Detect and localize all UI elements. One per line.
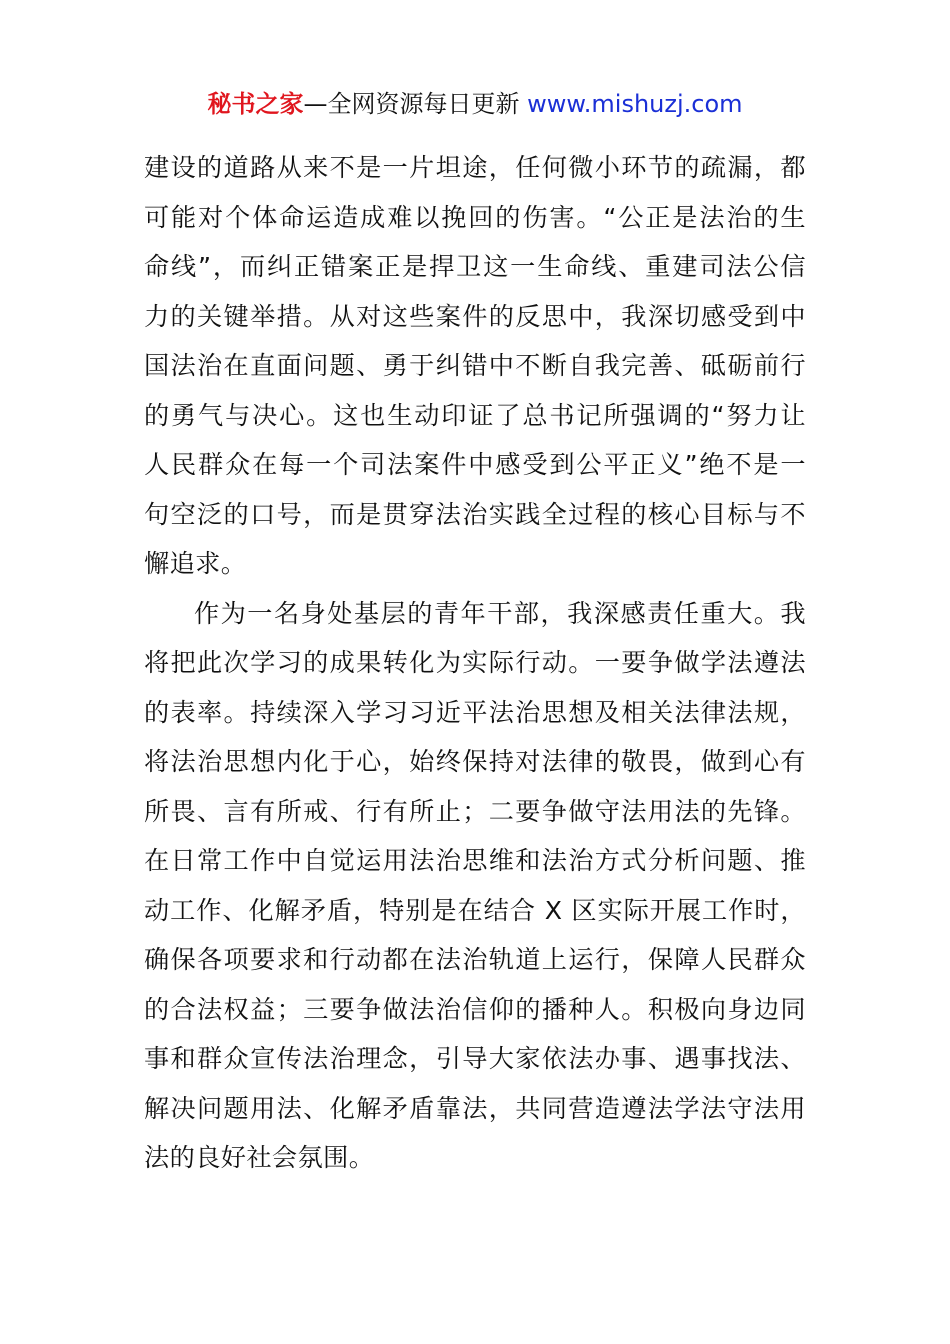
text-line: 作为一名身处基层的青年干部，我深感责任重大。我: [194, 598, 806, 628]
text-line: 人民群众在每一个司法案件中感受到公平正义”绝不是一: [144, 450, 806, 479]
page-header: [0, 86, 950, 122]
header-brand: 秘书之家: [207, 90, 304, 118]
paragraph-2: [144, 589, 806, 1183]
text-line: 的勇气与决心。这也生动印证了总书记所强调的“努力让: [144, 400, 806, 430]
text-line: 懈追求。: [144, 549, 247, 578]
paragraph-1: [144, 143, 806, 589]
text-line: 国法治在直面问题、勇于纠错中不断自我完善、砥砺前行: [144, 351, 806, 380]
text-line: 可能对个体命运造成难以挽回的伤害。“公正是法治的生: [144, 202, 806, 232]
text-line: 法的良好社会氛围。: [144, 1143, 375, 1172]
text-line: 确保各项要求和行动都在法治轨道上运行，保障人民群众: [144, 945, 806, 974]
text-line: 的表率。持续深入学习习近平法治思想及相关法律法规，: [144, 697, 806, 727]
text-line: 将法治思想内化于心，始终保持对法律的敬畏，做到心有: [144, 747, 806, 776]
header-slogan: —全网资源每日更新: [303, 90, 520, 118]
text-line: 事和群众宣传法治理念，引导大家依法办事、遇事找法、: [144, 1044, 806, 1073]
header-url-link[interactable]: www.mishuzj.com: [527, 90, 743, 118]
text-line: 句空泛的口号，而是贯穿法治实践全过程的核心目标与不: [144, 499, 806, 529]
document-body: [144, 143, 806, 1183]
text-line: 力的关键举措。从对这些案件的反思中，我深切感受到中: [144, 301, 806, 331]
text-line: 在日常工作中自觉运用法治思维和法治方式分析问题、推: [144, 846, 806, 875]
text-line: 命线”，而纠正错案正是捍卫这一生命线、重建司法公信: [144, 252, 806, 281]
text-line: 将把此次学习的成果转化为实际行动。一要争做学法遵法: [144, 648, 806, 677]
text-line: 所畏、言有所戒、行有所止；二要争做守法用法的先锋。: [144, 796, 806, 826]
text-line: 动工作、化解矛盾，特别是在结合 X 区实际开展工作时，: [144, 895, 806, 925]
text-line: 建设的道路从来不是一片坦途，任何微小环节的疏漏，都: [144, 153, 806, 182]
text-line: 解决问题用法、化解矛盾靠法，共同营造遵法学法守法用: [144, 1093, 806, 1123]
text-line: 的合法权益；三要争做法治信仰的播种人。积极向身边同: [144, 994, 806, 1024]
